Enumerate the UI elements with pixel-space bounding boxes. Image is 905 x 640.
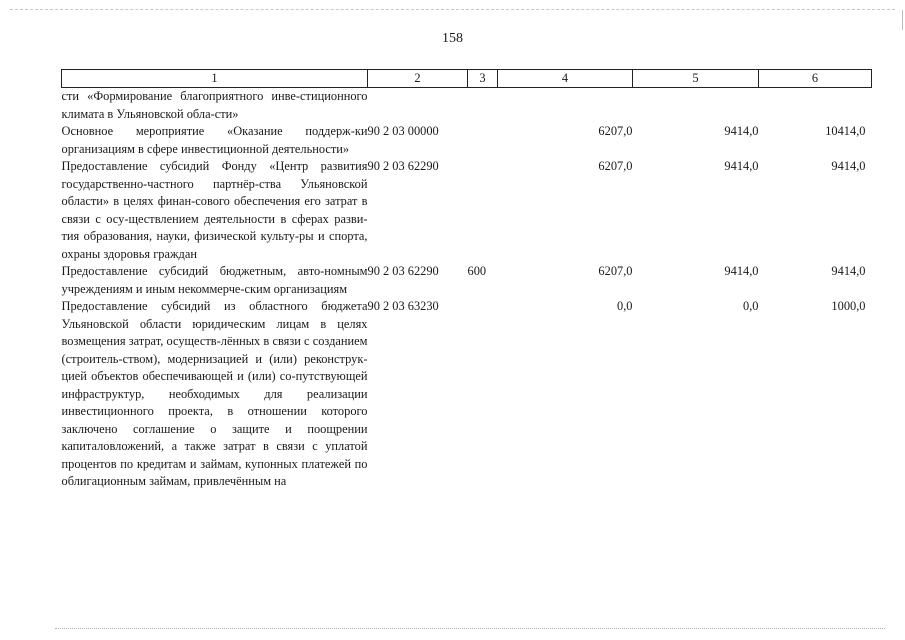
- row-name: сти «Формирование благоприятного инве-стиционного климата в Ульяновской обла-сти»: [61, 89, 368, 121]
- row-value-3: [759, 88, 872, 124]
- row-code: 90 2 03 62290: [367, 264, 439, 278]
- table-row: [62, 158, 872, 263]
- row-value-1: 0,0: [617, 299, 633, 313]
- column-header-year-1: 4: [498, 70, 633, 88]
- row-expense-type: 600: [467, 264, 487, 278]
- row-value-2: 0,0: [743, 299, 759, 313]
- row-expense-type: [468, 158, 498, 263]
- scan-edge-bottom: [55, 628, 885, 629]
- row-expense-type: [468, 298, 498, 491]
- scan-edge-top: [10, 9, 895, 10]
- scan-edge-right: [902, 10, 903, 30]
- table-row: [62, 88, 872, 124]
- budget-table: [61, 69, 872, 491]
- row-value-2: 9414,0: [724, 124, 759, 138]
- row-name: Предоставление субсидий Фонду «Центр развития государственно-частного партнёр-ства Ульяновской области» в целях финан-сового обеспечения его затрат в связи с осу-ществлением деятельности в сферах разви-тия образования, науки, физической культу-ры и спорта, охраны здоровья граждан: [61, 159, 368, 261]
- row-value-3: 10414,0: [825, 124, 866, 138]
- row-value-1: 6207,0: [598, 264, 633, 278]
- row-value-2: 9414,0: [724, 264, 759, 278]
- table-header-row: [62, 70, 872, 88]
- row-name: Предоставление субсидий бюджетным, авто-номным учреждениям и иным некоммерче-ским организациям: [61, 264, 368, 296]
- table-row: [62, 263, 872, 298]
- row-value-2: 9414,0: [724, 159, 759, 173]
- table-row: [62, 123, 872, 158]
- row-code: 90 2 03 62290: [367, 159, 439, 173]
- row-code: 90 2 03 63230: [367, 299, 439, 313]
- row-value-1: [498, 88, 633, 124]
- row-value-1: 6207,0: [598, 159, 633, 173]
- column-header-year-3: 6: [759, 70, 872, 88]
- row-name: Предоставление субсидий из областного бюджета Ульяновской области юридическим лицам в целях возмещения затрат, осуществ-лённых в связи с созданием (строитель-ством), модернизацией и (или) реконструк-цией объектов обеспечивающей и (или) со-путствующей инфраструктур, необходимых для реализации инвестиционного проекта, в отношении которого заключено соглашение о защите и поощрении капиталовложений, а также затрат в связи с уплатой процентов по кредитам и займам, купонных платежей по облигационным займам, привлечённым на: [61, 299, 368, 488]
- row-name: Основное мероприятие «Оказание поддерж-ки организациям в сфере инвестиционной деятельности»: [61, 124, 368, 156]
- column-header-name: 1: [62, 70, 368, 88]
- row-code: 90 2 03 00000: [367, 124, 439, 138]
- row-expense-type: [468, 123, 498, 158]
- row-code: [368, 88, 468, 124]
- column-header-expense-type: 3: [468, 70, 498, 88]
- column-header-year-2: 5: [633, 70, 759, 88]
- row-expense-type: [468, 88, 498, 124]
- row-value-3: 9414,0: [831, 159, 866, 173]
- row-value-3: 9414,0: [831, 264, 866, 278]
- page-number: 158: [442, 31, 463, 46]
- row-value-3: 1000,0: [831, 299, 866, 313]
- row-value-1: 6207,0: [598, 124, 633, 138]
- table-row: [62, 298, 872, 491]
- row-value-2: [633, 88, 759, 124]
- column-header-code: 2: [368, 70, 468, 88]
